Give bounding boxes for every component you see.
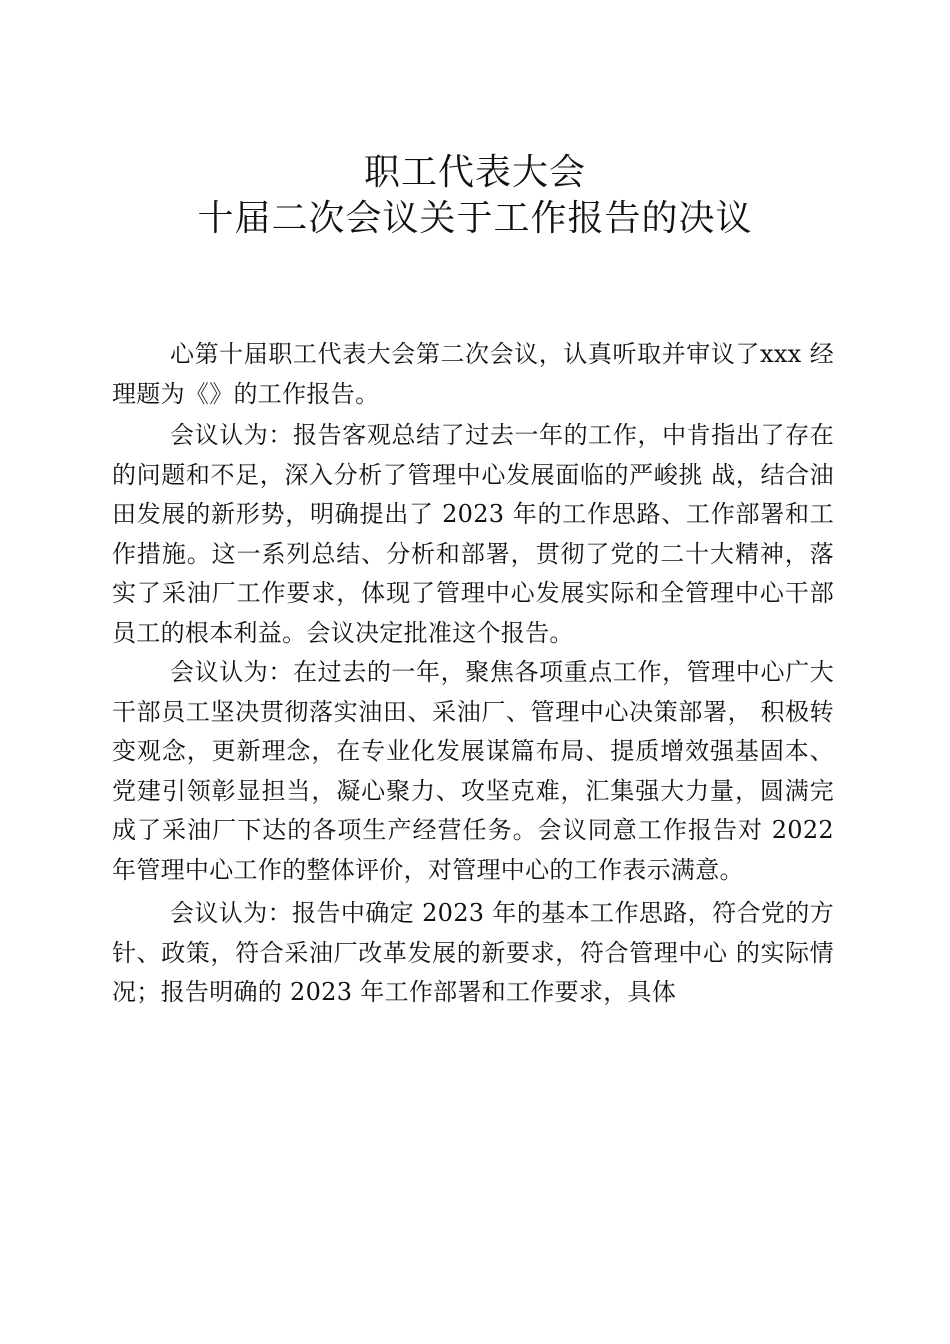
paragraph-2: 会议认为：报告客观总结了过去一年的工作，中肯指出了存在的问题和不足，深入分析了管理中心发展面临的严峻挑 战，结合油田发展的新形势，明确提出了 2023 年的工作思路、工作部署和工作措施。这一系列总结、分析和部署，贯彻了党的二十大精神，落实了采油厂工作要求，体现了管理中心发展实际和全管理中心干部员工的根本利益。会议决定批准这个报告。 <box>112 421 834 647</box>
title-line-2: 十届二次会议关于工作报告的决议 <box>197 198 753 239</box>
paragraph-3: 会议认为：在过去的一年，聚焦各项重点工作，管理中心广大干部员工坚决贯彻落实油田、采油厂、管理中心决策部署， 积极转变观念，更新理念，在专业化发展谋篇布局、提质增效强基固本、党建引领彰显担当，凝心聚力、攻坚克难，汇集强大力量，圆满完成了采油厂下达的各项生产经营任务。会议同意工作报告对 2022 年管理中心工作的整体评价，对管理中心的工作表示满意。 <box>112 658 834 884</box>
document-body <box>112 335 834 1013</box>
paragraph-4: 会议认为：报告中确定 2023 年的基本工作思路，符合党的方针、政策，符合采油厂改革发展的新要求，符合管理中心 的实际情况；报告明确的 2023 年工作部署和工作要求，具体 <box>112 899 834 1006</box>
paragraph-1: 心第十届职工代表大会第二次会议，认真听取并审议了xxx 经理题为《》的工作报告。 <box>112 340 834 408</box>
title-line-1: 职工代表大会 <box>363 152 586 193</box>
document-title <box>0 150 950 242</box>
